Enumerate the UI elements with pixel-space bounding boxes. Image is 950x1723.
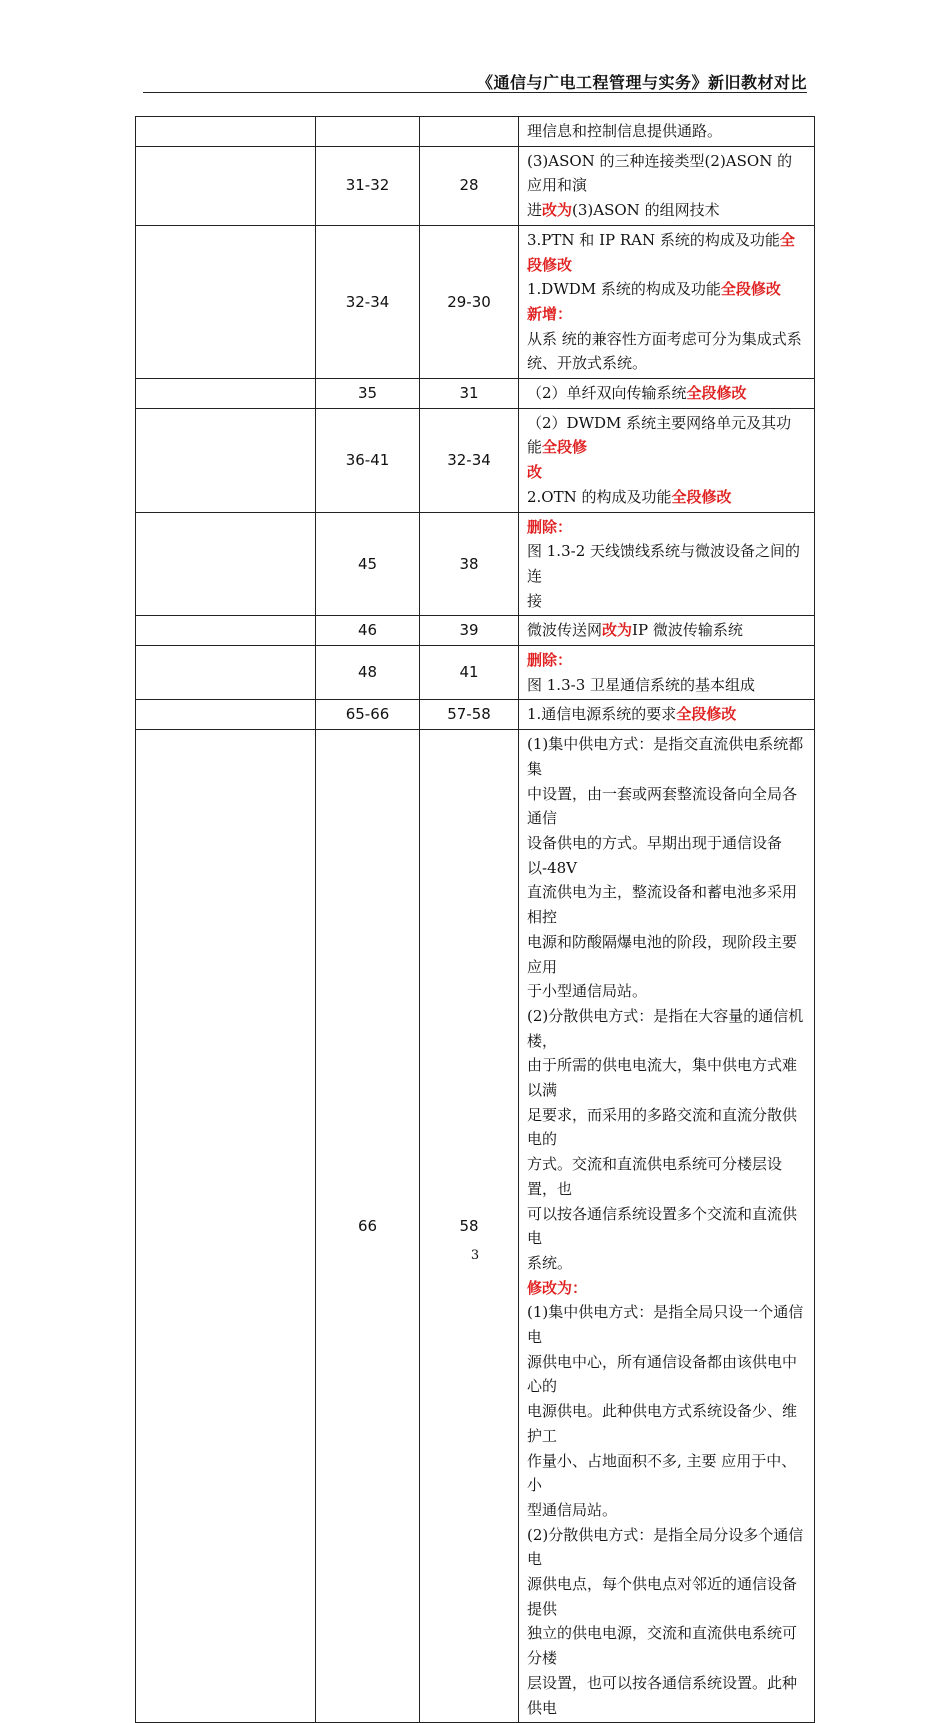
line-text: （2）DWDM 系统主要网络单元及其功能 <box>527 413 792 457</box>
change-line <box>527 1300 806 1349</box>
change-description-cell <box>519 700 815 730</box>
line-text: (3)ASON 的三种连接类型(2)ASON 的应用和演 <box>527 151 793 195</box>
page-number: 3 <box>470 1248 480 1263</box>
line-text: 图 1.3-3 卫星通信系统的基本组成 <box>527 675 756 694</box>
change-line <box>527 732 806 781</box>
chapter-cell <box>136 730 316 1723</box>
line-text: 层设置，也可以按各通信系统设置。此种供电 <box>527 1673 798 1717</box>
new-page-cell: 28 <box>420 146 519 225</box>
change-line <box>527 1350 806 1399</box>
new-page-cell <box>420 117 519 147</box>
change-line <box>527 880 806 929</box>
line-text: 独立的供电电源，交流和直流供电系统可分楼 <box>527 1624 798 1668</box>
line-text: (1)集中供电方式：是指全局只设一个通信电 <box>527 1303 804 1347</box>
change-marker: 修改为： <box>527 1278 588 1297</box>
change-line <box>527 460 806 485</box>
change-line <box>527 979 806 1004</box>
table-row <box>136 117 815 147</box>
change-line <box>527 1671 806 1720</box>
line-text: 接 <box>527 591 543 610</box>
table-row <box>136 700 815 730</box>
change-line <box>527 1053 806 1102</box>
line-text: 于小型通信局站。 <box>527 982 648 1001</box>
line-text: 图 1.3-2 天线馈线系统与微波设备之间的连 <box>527 542 801 585</box>
line-text: 方式。交流和直流供电系统可分楼层设置，也 <box>527 1155 783 1198</box>
old-page-cell: 65-66 <box>316 700 420 730</box>
line-text: 进 <box>527 201 543 220</box>
line-text: 电源供电。此种供电方式系统设备少、维护工 <box>527 1402 798 1445</box>
old-page-cell: 32-34 <box>316 225 420 378</box>
change-description-cell <box>519 408 815 512</box>
change-marker: 全段修改 <box>676 705 737 724</box>
line-text: 从系 统的兼容性方面考虑可分为集成式系 <box>527 329 802 348</box>
line-text: 源供电中心，所有通信设备都由该供电中心的 <box>527 1352 798 1396</box>
change-line <box>527 1004 806 1053</box>
chapter-cell <box>136 512 316 616</box>
header-rule <box>143 92 807 93</box>
change-description-cell <box>519 117 815 147</box>
old-page-cell: 66 <box>316 730 420 1723</box>
change-line <box>527 618 806 643</box>
change-line <box>527 485 806 510</box>
chapter-cell <box>136 379 316 409</box>
change-line <box>527 702 806 727</box>
table-row <box>136 646 815 700</box>
change-line <box>527 673 806 698</box>
change-description-cell <box>519 730 815 1723</box>
line-text: 中设置，由一套或两套整流设备向全局各通信 <box>527 784 798 828</box>
change-line <box>527 277 806 302</box>
table-row <box>136 379 815 409</box>
new-page-cell: 32-34 <box>420 408 519 512</box>
table-row <box>136 616 815 646</box>
chapter-cell <box>136 225 316 378</box>
line-text: (2)分散供电方式：是指在大容量的通信机楼， <box>527 1006 804 1050</box>
line-text: 足要求，而采用的多路交流和直流分散供电的 <box>527 1105 798 1149</box>
change-marker: 改为 <box>602 621 633 640</box>
new-page-cell: 58 <box>420 730 519 1723</box>
line-text: 由于所需的供电电流大，集中供电方式难以满 <box>527 1056 798 1100</box>
change-description-cell <box>519 146 815 225</box>
change-line <box>527 648 806 673</box>
old-page-cell: 31-32 <box>316 146 420 225</box>
change-line <box>527 539 806 588</box>
chapter-cell <box>136 146 316 225</box>
change-line <box>527 1202 806 1251</box>
change-line <box>527 149 806 198</box>
line-text: 统、开放式系统。 <box>527 354 648 373</box>
change-description-cell <box>519 512 815 616</box>
chapter-cell <box>136 700 316 730</box>
change-line <box>527 1152 806 1201</box>
change-line <box>527 589 806 614</box>
change-line <box>527 1498 806 1523</box>
old-page-cell: 35 <box>316 379 420 409</box>
line-text: 3.PTN 和 IP RAN 系统的构成及功能 <box>527 230 780 249</box>
change-line <box>527 1523 806 1572</box>
chapter-cell <box>136 616 316 646</box>
line-text: 1.DWDM 系统的构成及功能 <box>527 280 721 299</box>
change-line <box>527 381 806 406</box>
change-marker: 全段修 <box>542 438 588 457</box>
new-page-cell: 29-30 <box>420 225 519 378</box>
table-row <box>136 730 815 1723</box>
new-page-cell: 38 <box>420 512 519 616</box>
new-page-cell: 57-58 <box>420 700 519 730</box>
line-text: 可以按各通信系统设置多个交流和直流供电 <box>527 1204 798 1248</box>
new-page-cell: 39 <box>420 616 519 646</box>
change-line <box>527 119 806 144</box>
line-text: (2)分散供电方式：是指全局分设多个通信电 <box>527 1525 804 1569</box>
chapter-cell <box>136 646 316 700</box>
table-row <box>136 408 815 512</box>
change-line <box>527 930 806 979</box>
change-marker: 删除： <box>527 517 573 536</box>
change-marker: 全段修改 <box>671 487 732 506</box>
old-page-cell <box>316 117 420 147</box>
change-line <box>527 1399 806 1448</box>
line-text: 理信息和控制信息提供通路。 <box>527 122 723 140</box>
line-text: 微波传送网 <box>527 621 603 640</box>
chapter-cell <box>136 408 316 512</box>
change-marker: 全段修改 <box>686 384 747 403</box>
line-text: 源供电点，每个供电点对邻近的通信设备提供 <box>527 1575 798 1618</box>
change-line <box>527 1572 806 1621</box>
line-text: IP 微波传输系统 <box>632 621 743 640</box>
comparison-table <box>135 116 815 1723</box>
new-page-cell: 31 <box>420 379 519 409</box>
change-description-cell <box>519 379 815 409</box>
old-page-cell: 36-41 <box>316 408 420 512</box>
change-line <box>527 515 806 540</box>
line-text: 1.通信电源系统的要求 <box>527 705 677 724</box>
change-marker: 新增： <box>527 304 573 323</box>
change-line <box>527 1276 806 1301</box>
table-row <box>136 512 815 616</box>
change-marker: 全段修改 <box>720 280 781 299</box>
line-text: (1)集中供电方式：是指交直流供电系统都集 <box>527 735 804 778</box>
old-page-cell: 45 <box>316 512 420 616</box>
change-description-cell <box>519 616 815 646</box>
table-row <box>136 146 815 225</box>
change-marker: 改为 <box>542 201 573 220</box>
line-text: (3)ASON 的组网技术 <box>572 201 720 220</box>
change-description-cell <box>519 646 815 700</box>
change-line <box>527 351 806 376</box>
change-line <box>527 302 806 327</box>
line-text: （2）单纤双向传输系统 <box>527 384 687 403</box>
change-marker: 全段修改 <box>527 230 795 274</box>
change-line <box>527 228 806 277</box>
change-line <box>527 327 806 352</box>
table-row <box>136 225 815 378</box>
line-text: 直流供电为主，整流设备和蓄电池多采用相控 <box>527 883 798 927</box>
change-line <box>527 1621 806 1670</box>
old-page-cell: 48 <box>316 646 420 700</box>
change-line <box>527 782 806 831</box>
line-text: 系统。 <box>527 1253 573 1272</box>
change-line <box>527 411 806 460</box>
old-page-cell: 46 <box>316 616 420 646</box>
change-line <box>527 1449 806 1498</box>
line-text: 型通信局站。 <box>527 1500 618 1519</box>
line-text: 设备供电的方式。早期出现于通信设备以-48V <box>527 833 783 877</box>
chapter-cell <box>136 117 316 147</box>
comparison-table-body <box>136 117 815 1723</box>
change-line <box>527 198 806 223</box>
line-text: 电源和防酸隔爆电池的阶段，现阶段主要应用 <box>527 932 798 976</box>
change-marker: 改 <box>527 463 543 482</box>
new-page-cell: 41 <box>420 646 519 700</box>
document-header-title: 《通信与广电工程管理与实务》新旧教材对比 <box>476 73 807 92</box>
line-text: 2.OTN 的构成及功能 <box>527 487 672 506</box>
change-marker: 删除： <box>527 651 573 670</box>
line-text: 作量小、占地面积不多, 主要 应用于中、小 <box>527 1451 797 1495</box>
change-line <box>527 1103 806 1152</box>
change-line <box>527 831 806 880</box>
change-description-cell <box>519 225 815 378</box>
